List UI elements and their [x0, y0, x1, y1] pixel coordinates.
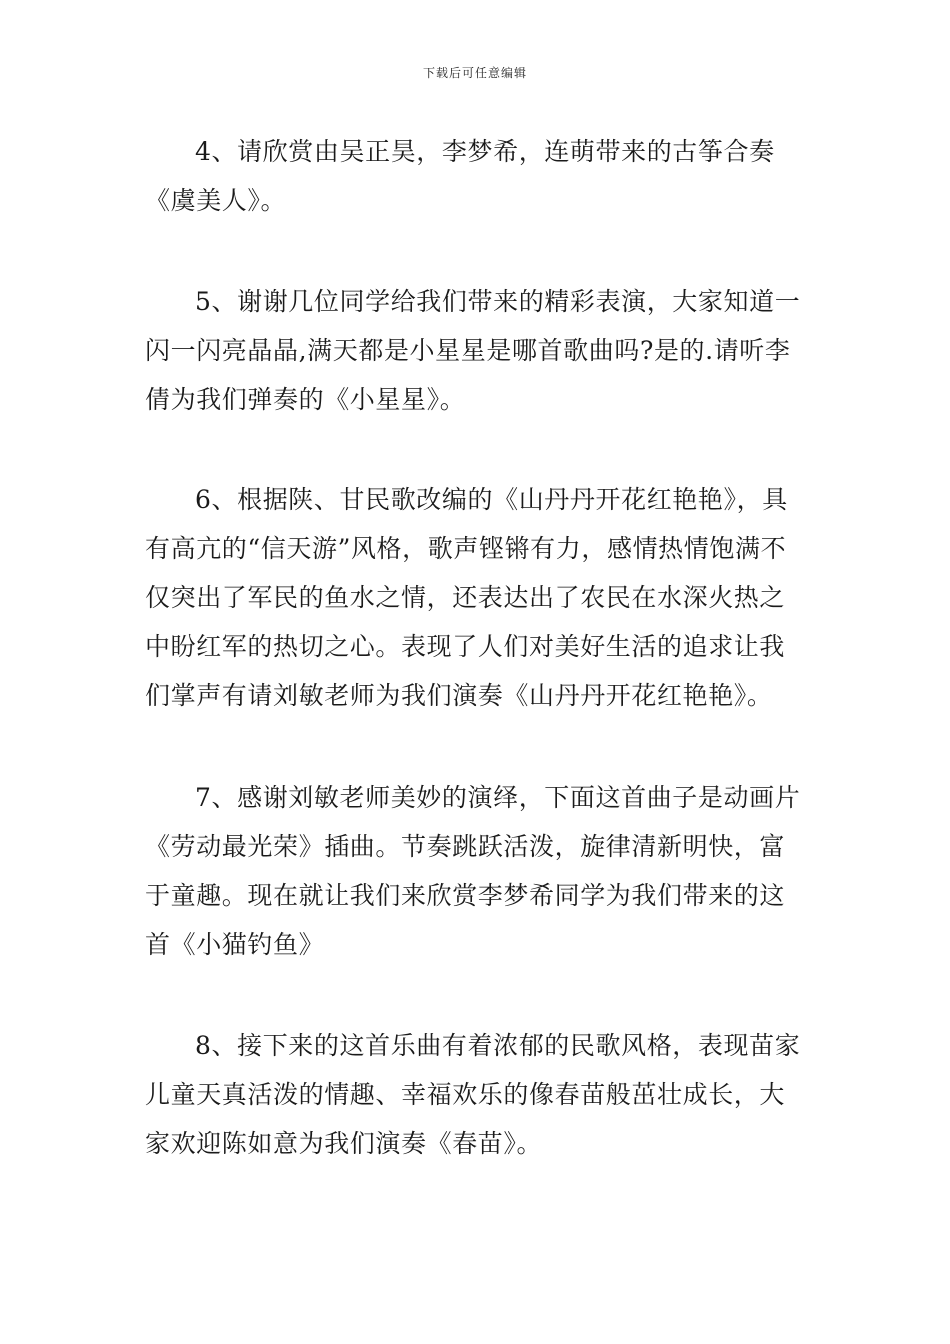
paragraph-6: 6、根据陕、甘民歌改编的《山丹丹开花红艳艳》，具有高亢的“信天游”风格，歌声铿锵有力，感情热情饱满不仅突出了军民的鱼水之情，还表达出了农民在水深火热之中盼红军的热切之心。表现了人们对美好生活的追求让我们掌声有请刘敏老师为我们演奏《山丹丹开花红艳艳》。 — [145, 485, 788, 710]
page-header: 下载后可任意编辑 — [422, 66, 527, 80]
paragraph-4: 4、请欣赏由吴正昊，李梦希，连萌带来的古筝合奏《虞美人》。 — [145, 137, 775, 215]
paragraph-5: 5、谢谢几位同学给我们带来的精彩表演，大家知道一闪一闪亮晶晶,满天都是小星星是哪首歌曲吗?是的.请听李倩为我们弹奏的《小星星》。 — [145, 287, 801, 414]
paragraph-7: 7、感谢刘敏老师美妙的演绎，下面这首曲子是动画片《劳动最光荣》插曲。节奏跳跃活泼，旋律清新明快，富于童趣。现在就让我们来欣赏李梦希同学为我们带来的这首《小猫钓鱼》 — [145, 783, 801, 959]
paragraph-8: 8、接下来的这首乐曲有着浓郁的民歌风格，表现苗家儿童天真活泼的情趣、幸福欢乐的像春苗般茁壮成长，大家欢迎陈如意为我们演奏《春苗》。 — [145, 1031, 801, 1158]
